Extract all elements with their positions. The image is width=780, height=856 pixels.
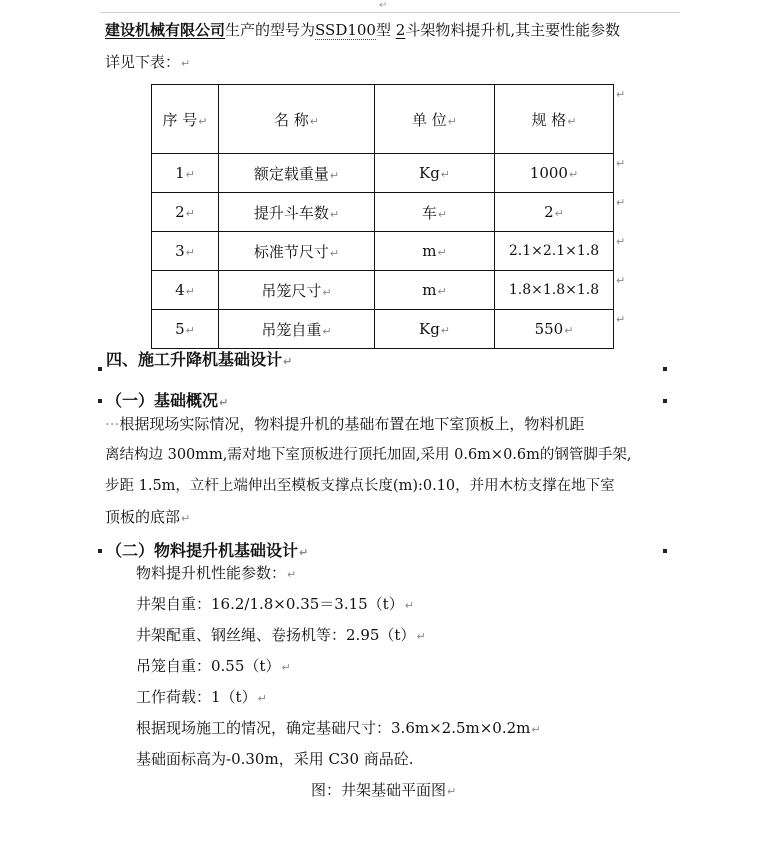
cell-text: 550 — [534, 320, 564, 338]
table-row — [152, 310, 614, 349]
cell-spec: 550↵ — [495, 310, 614, 349]
list-bullet-marker — [98, 367, 102, 371]
header-cell: 单 位↵ — [375, 85, 495, 154]
cell-text: 标准节尺寸 — [253, 242, 329, 261]
table-row — [152, 193, 614, 232]
subsection-heading: （二）物料提升机基础设计↵ — [106, 541, 309, 560]
figure-caption-text: 图：井架基础平面图 — [311, 781, 447, 799]
intro-mid: 生产的型号为 — [225, 21, 316, 39]
subsection-heading-text: （一）基础概况 — [106, 391, 219, 410]
subsection-heading-text: （二）物料提升机基础设计 — [106, 541, 299, 560]
intro-line-1 — [105, 20, 620, 40]
header-spec: 规 格 — [531, 110, 567, 129]
cell-unit: m↵ — [375, 271, 495, 310]
body-line: 顶板的底部↵ — [105, 508, 191, 526]
intro-line-2 — [105, 52, 190, 74]
cell-text: 车 — [421, 203, 437, 222]
section-heading: 四、施工升降机基础设计↵ — [106, 350, 293, 369]
subsection-heading: （一）基础概况↵ — [106, 391, 229, 410]
cell-text: 额定载重量 — [253, 164, 329, 183]
cell-name: 额定载重量↵ — [219, 154, 375, 193]
body-line: 井架自重：16.2/1.8×0.35＝3.15（t）↵ — [136, 595, 414, 613]
cell-text: Kg — [418, 320, 440, 338]
table-row — [152, 271, 614, 310]
cell-name: 吊笼自重↵ — [219, 310, 375, 349]
cell-unit: 车↵ — [375, 193, 495, 232]
row-end-mark-icon: ↵ — [616, 88, 626, 101]
intro-tail: 斗架物料提升机,其主要性能参数 — [405, 21, 621, 39]
body-text: 工作荷载：1（t） — [136, 688, 257, 706]
body-text: 井架自重：16.2/1.8×0.35＝3.15（t） — [136, 595, 404, 613]
header-cell: 规 格↵ — [495, 85, 614, 154]
table-row — [152, 154, 614, 193]
row-end-mark-icon: ↵ — [616, 196, 626, 209]
cell-text: 2 — [544, 203, 554, 221]
section-heading-text: 四、施工升降机基础设计 — [106, 350, 283, 369]
paragraph-mark-icon: ↵ — [181, 57, 191, 70]
cell-spec: 1000↵ — [495, 154, 614, 193]
body-text: 基础面标高为-0.30m，采用 C30 商品砼. — [136, 750, 414, 768]
body-text: 吊笼自重：0.55（t） — [136, 657, 281, 675]
page-top-border — [100, 12, 680, 13]
cell-unit: m↵ — [375, 232, 495, 271]
body-line: 井架配重、钢丝绳、卷扬机等：2.95（t）↵ — [136, 626, 426, 644]
body-text: 步距 1.5m，立杆上端伸出至模板支撑点长度(m):0.10，并用木枋支撑在地下室 — [105, 478, 615, 494]
intro-type-word: 型 — [375, 21, 391, 39]
paragraph-mark-icon: ↵ — [379, 0, 388, 11]
figure-caption: 图：井架基础平面图↵ — [311, 781, 457, 799]
body-text: 根据现场实际情况，物料提升机的基础布置在地下室顶板上，物料机距 — [119, 415, 585, 433]
cell-no: 1↵ — [152, 154, 219, 193]
model-number: SSD100 — [315, 21, 376, 39]
cell-text: 1.8×1.8×1.8 — [508, 282, 600, 298]
body-text: 根据现场施工的情况，确定基础尺寸：3.6m×2.5m×0.2m — [136, 719, 531, 737]
row-end-mark-icon: ↵ — [616, 157, 626, 170]
body-text: 井架配重、钢丝绳、卷扬机等：2.95（t） — [136, 626, 416, 644]
body-line — [105, 445, 632, 465]
cell-no: 5↵ — [152, 310, 219, 349]
header-unit: 单 位 — [412, 110, 447, 129]
header-name: 名 称 — [274, 110, 309, 129]
header-cell: 名 称↵ — [219, 85, 375, 154]
cell-text: 5 — [175, 320, 185, 338]
cell-text: 吊笼尺寸 — [261, 281, 322, 300]
list-bullet-marker — [663, 367, 667, 371]
body-line: 物料提升机性能参数：↵ — [136, 564, 297, 582]
body-line: 吊笼自重：0.55（t）↵ — [136, 657, 291, 675]
list-bullet-marker — [98, 549, 102, 553]
body-text: 物料提升机性能参数： — [136, 564, 287, 582]
body-line: 工作荷载：1（t）↵ — [136, 688, 267, 706]
cell-unit: Kg↵ — [375, 154, 495, 193]
table-row — [152, 232, 614, 271]
cell-spec — [495, 232, 614, 271]
body-line — [105, 476, 615, 496]
header-no: 序 号 — [162, 110, 198, 129]
cell-text: 3 — [175, 242, 185, 260]
cell-text: 1000 — [529, 164, 568, 182]
cell-name: 吊笼尺寸↵ — [219, 271, 375, 310]
cell-text: 2.1×2.1×1.8 — [508, 243, 600, 259]
company-name: 建设机械有限公司 — [105, 21, 226, 39]
list-bullet-marker — [663, 549, 667, 553]
cell-no: 2↵ — [152, 193, 219, 232]
table-header-row — [152, 85, 614, 154]
cell-text: m — [422, 281, 437, 299]
body-text: 离结构边 300mm,需对地下室顶板进行顶托加固,采用 0.6m×0.6m的钢管脚手架, — [105, 447, 632, 463]
bucket-count: 2 — [395, 21, 406, 39]
body-line: ···根据现场实际情况，物料提升机的基础布置在地下室顶板上，物料机距 — [105, 415, 585, 433]
cell-name: 提升斗车数↵ — [219, 193, 375, 232]
cell-text: 提升斗车数 — [253, 203, 329, 222]
row-end-mark-icon: ↵ — [616, 313, 626, 326]
cell-text: m — [422, 242, 437, 260]
list-bullet-marker — [663, 399, 667, 403]
cell-no: 3↵ — [152, 232, 219, 271]
cell-text: 1 — [175, 164, 185, 182]
cell-text: 吊笼自重 — [261, 320, 322, 339]
header-cell: 序 号↵ — [152, 85, 219, 154]
cell-spec: 2↵ — [495, 193, 614, 232]
spec-table — [151, 84, 614, 349]
body-text: 顶板的底部 — [105, 508, 181, 526]
cell-text: 2 — [175, 203, 185, 221]
cell-text: Kg — [418, 164, 440, 182]
list-bullet-marker — [98, 399, 102, 403]
intro-line-2-text: 详见下表： — [105, 53, 181, 71]
cell-spec — [495, 271, 614, 310]
cell-no: 4↵ — [152, 271, 219, 310]
cell-unit: Kg↵ — [375, 310, 495, 349]
row-end-mark-icon: ↵ — [616, 274, 626, 287]
cell-text: 4 — [175, 281, 185, 299]
body-line — [136, 749, 414, 769]
body-line: 根据现场施工的情况，确定基础尺寸：3.6m×2.5m×0.2m↵ — [136, 719, 541, 737]
cell-name: 标准节尺寸↵ — [219, 232, 375, 271]
row-end-mark-icon: ↵ — [616, 235, 626, 248]
